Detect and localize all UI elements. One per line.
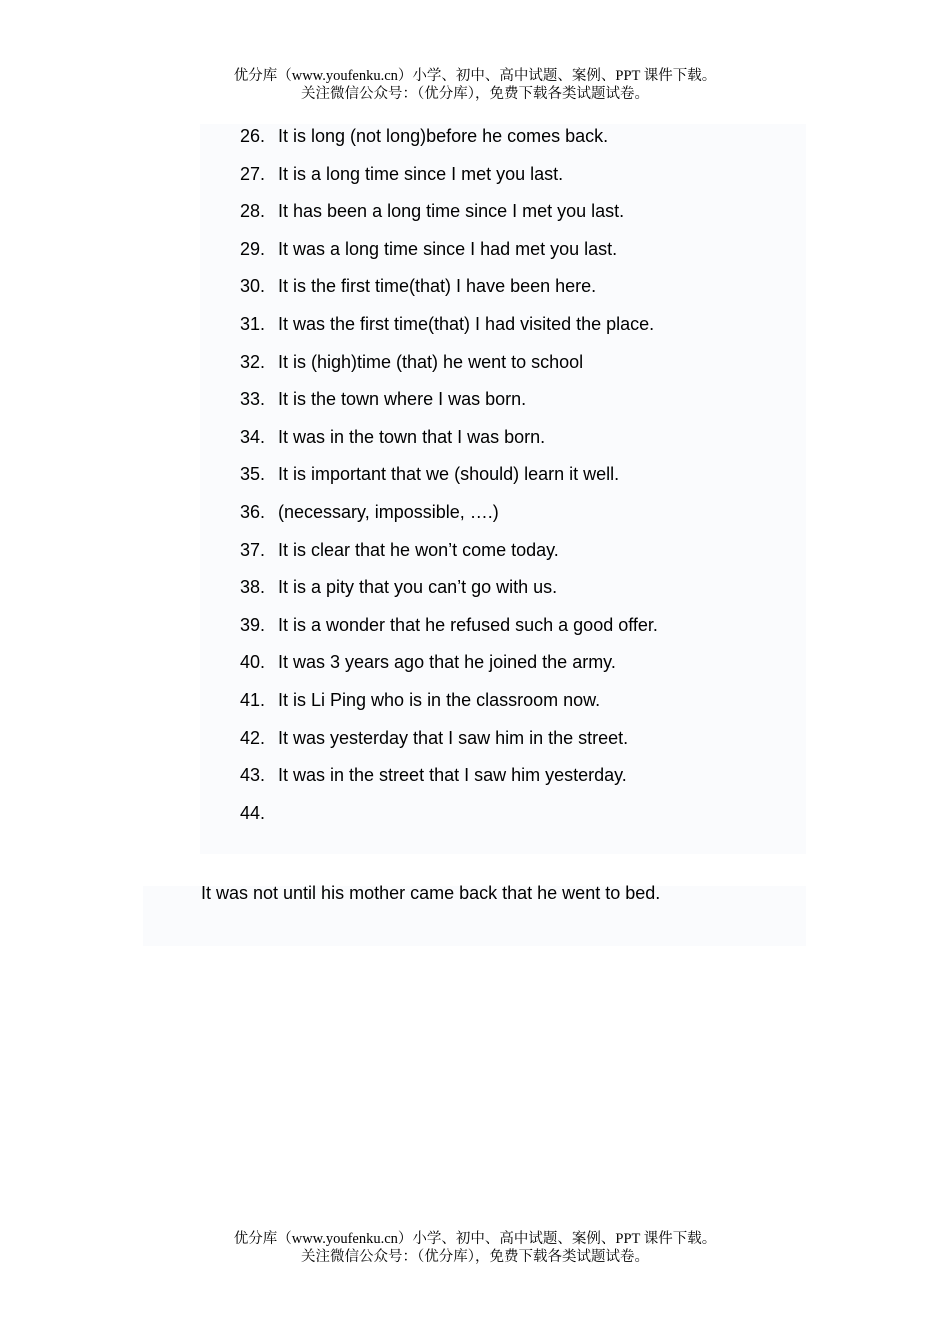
list-item (0, 569, 950, 607)
item-number: 37. (240, 539, 266, 560)
closing-sentence: It was not until his mother came back that he went to bed. (201, 883, 661, 903)
header-line-2: 关注微信公众号：（优分库），免费下载各类试题试卷。 (301, 86, 649, 102)
item-text: It is a pity that you can’t go with us. (278, 577, 558, 598)
item-text: It is a wonder that he refused such a good offer. (278, 614, 658, 635)
item-text: It is long (not long)before he comes back. (278, 126, 609, 146)
item-number: 36. (240, 501, 266, 522)
item-text: It is clear that he won’t come today. (278, 539, 559, 560)
header-line-1: 优分库（www.youfenku.cn）小学、初中、高中试题、案例、PPT 课件下载。 (233, 68, 717, 84)
item-number: 34. (240, 426, 266, 447)
list-item (0, 607, 950, 645)
item-number: 41. (240, 689, 266, 710)
item-number: 29. (240, 238, 266, 259)
item-number: 32. (240, 351, 266, 372)
footer-line-2: 关注微信公众号：（优分库），免费下载各类试题试卷。 (301, 1249, 649, 1265)
item-number: 28. (240, 201, 266, 222)
item-text: It has been a long time since I met you last. (278, 201, 625, 222)
item-number: 40. (240, 652, 266, 673)
footer-line-1: 优分库（www.youfenku.cn）小学、初中、高中试题、案例、PPT 课件下载。 (233, 1231, 717, 1247)
item-text: It was a long time since I had met you last. (278, 238, 618, 259)
item-text: It was in the street that I saw him yesterday. (278, 765, 627, 786)
item-text: It is important that we (should) learn it well. (278, 464, 620, 485)
item-text: It is (high)time (that) he went to school (278, 351, 584, 372)
item-text: It is the first time(that) I have been here. (278, 276, 597, 297)
list-item (0, 344, 950, 382)
item-text: It was the first time(that) I had visited the place. (278, 313, 655, 334)
item-number: 43. (240, 765, 266, 786)
list-item (0, 156, 950, 194)
list-item (0, 494, 950, 532)
list-item (0, 795, 950, 833)
sentence-list (0, 118, 950, 832)
item-number: 44. (240, 802, 266, 823)
list-item (0, 268, 950, 306)
item-number: 33. (240, 389, 266, 410)
list-item (0, 456, 950, 494)
item-number: 31. (240, 313, 266, 334)
item-number: 38. (240, 577, 266, 598)
item-text: It was 3 years ago that he joined the army. (278, 652, 616, 673)
item-text: It is a long time since I met you last. (278, 163, 564, 184)
item-text: It was in the town that I was born. (278, 426, 546, 447)
list-item (0, 231, 950, 269)
list-item (0, 118, 950, 156)
list-item (0, 419, 950, 457)
item-number: 39. (240, 614, 266, 635)
list-item (0, 644, 950, 682)
item-number: 26. (240, 126, 266, 146)
item-number: 27. (240, 163, 266, 184)
item-number: 35. (240, 464, 266, 485)
item-text: (necessary, impossible, ….) (278, 501, 499, 522)
list-item (0, 720, 950, 758)
list-item (0, 193, 950, 231)
item-text: It was yesterday that I saw him in the street. (278, 727, 629, 748)
item-number: 42. (240, 727, 266, 748)
item-text: It is the town where I was born. (278, 389, 527, 410)
list-item (0, 682, 950, 720)
list-item (0, 532, 950, 570)
item-text: It is Li Ping who is in the classroom now. (278, 689, 601, 710)
item-number: 30. (240, 276, 266, 297)
page-footer (0, 1230, 950, 1266)
list-item (0, 381, 950, 419)
page-header (0, 67, 950, 103)
list-item (0, 757, 950, 795)
list-item (0, 306, 950, 344)
